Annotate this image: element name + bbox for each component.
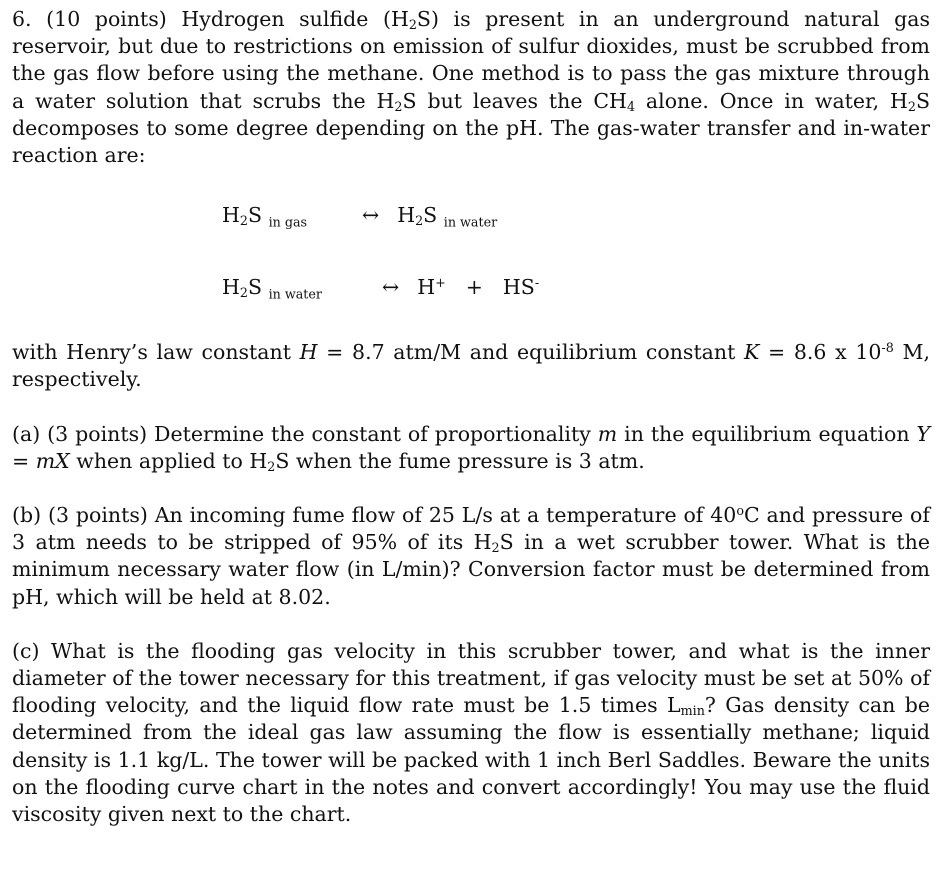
part-b-question: (b) (3 points) An incoming fume flow of 25 L/s at a temperature of 40$^o$C and pressure of 3 atm needs to be stripped of 95% of its $H_2S$ in a wet scrubber tower. What is the minimum necessary water flow (in L/min)? Conversion factor must be determined from pH, which will be held at 8.02. [12,503,931,609]
reaction-equations [12,169,930,339]
equilibrium-arrow: ↔ [382,275,400,300]
phase-label: in gas [268,214,308,230]
part-c-label: (c) [12,638,40,663]
part-a-question: (a) (3 points) Determine the constant of proportionality m in the equilibrium equation Y = mX when applied to $H_2S$ when the fume pressure is 3 atm. [12,421,931,474]
part-c-question: (c) What is the flooding gas velocity in this scrubber tower, and what is the inner diameter of the tower necessary for this treatment, if gas velocity must be set at 50% of flooding velocity, and the liquid flow rate must be 1.5 times $L_{min}$? Gas density can be determined from the ideal gas law assuming the flow is essentially methane; liquid density is 1.1 kg/L. The tower will be packed with 1 inch Berl Saddles. Beware the units on the flooding curve chart in the notes and convert accordingly! You may use the fluid viscosity given next to the chart. [12,638,930,827]
problem-page [12,6,930,828]
gas-water-transfer-equation: $H_2S$ $_{in gas}$ ↔ $H_2S$ $_{in water}$ [222,203,498,230]
equilibrium-arrow: ↔ [362,203,380,228]
part-a-label: (a) (3 points) [12,421,148,446]
phase-label: in water [268,286,322,302]
part-b-label: (b) (3 points) [12,503,148,528]
problem-points: (10 points) [46,7,167,31]
phase-label: in water [443,214,498,230]
constants-statement: with Henry’s law constant H = 8.7 atm/M and equilibrium constant K = 8.6 x $10^{-8}$ M, respectively. [12,340,931,392]
problem-intro: 6. (10 points) Hydrogen sulfide $(H_2S)$ is present in an underground natural gas reservoir, but due to restrictions on emission of sulfur dioxides, must be scrubbed from the gas flow before using the methane. One method is to pass the gas mixture through a water solution that scrubs the $H_2S$ but leaves the $CH_4$ alone. Once in water, $H_2S$ decomposes to some degree depending on the pH. The gas-water transfer and in-water reaction are: [12,7,931,168]
dissociation-equation: $H_2S$ $_{in water}$ ↔ H+ + HS- [222,275,540,302]
problem-number: 6. [12,7,32,31]
